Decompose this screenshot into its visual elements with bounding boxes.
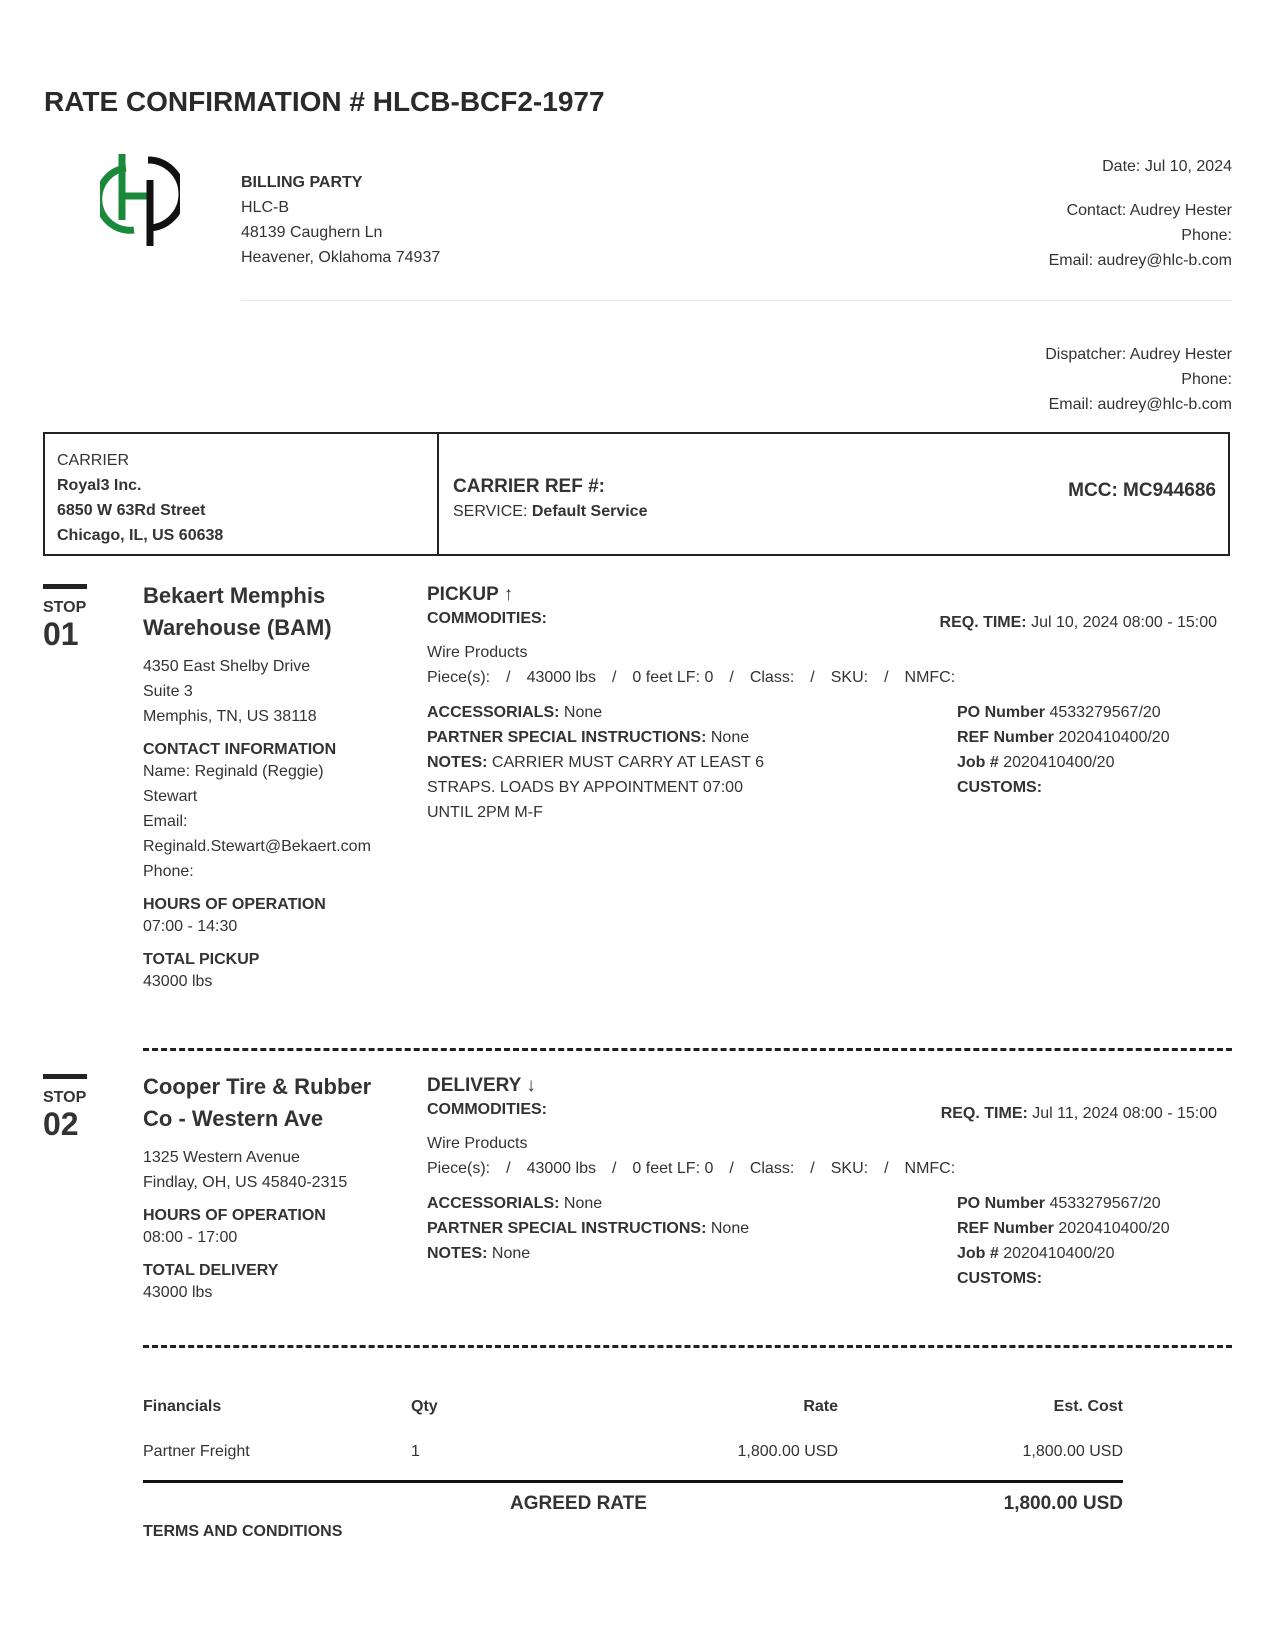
mcc-number: MCC: MC944686	[1068, 480, 1216, 501]
contact-line: Stewart	[143, 788, 198, 805]
stop-bar	[43, 1074, 87, 1079]
req-time-label: REQ. TIME:	[939, 614, 1027, 631]
job-value: 2020410400/20	[1003, 754, 1115, 771]
commodities-row	[427, 610, 1217, 636]
location-name: Bekaert Memphis	[143, 583, 326, 608]
billing-address-1: 48139 Caughern Ln	[241, 224, 383, 241]
job-number	[957, 750, 1170, 775]
address-line: Memphis, TN, US 38118	[143, 708, 317, 725]
req-time-label: REQ. TIME:	[940, 1105, 1028, 1122]
class: Class:	[749, 669, 795, 686]
commodity-name: Wire Products	[427, 644, 528, 661]
commodities-row	[427, 1101, 1217, 1127]
contact-line: Email:	[143, 813, 188, 830]
weight: 43000 lbs	[526, 669, 596, 686]
arrow-up-icon: ↑	[503, 584, 514, 605]
partner-instructions	[427, 725, 807, 750]
stop-instructions	[427, 700, 1217, 825]
stop-instructions	[427, 1191, 1217, 1287]
stop-divider	[143, 1345, 1232, 1348]
hlc-logo-icon	[100, 152, 180, 248]
stop-location	[143, 580, 403, 994]
service-value: Default Service	[531, 503, 648, 520]
billing-name: HLC-B	[241, 199, 290, 216]
financials-header-qty: Qty	[411, 1398, 438, 1415]
ref-label: REF Number	[957, 729, 1054, 746]
weight: 43000 lbs	[526, 1160, 596, 1177]
billing-address-2: Heavener, Oklahoma 74937	[241, 249, 441, 266]
commodity-specs: Piece(s): / 43000 lbs / 0 feet LF: 0 / Class: / SKU: / NMFC:	[427, 669, 956, 686]
location-address	[143, 654, 403, 729]
nmfc: NMFC:	[904, 669, 956, 686]
stop-type-label: PICKUP	[427, 584, 499, 605]
ref-label: REF Number	[957, 1220, 1054, 1237]
stop-details	[427, 1075, 1217, 1287]
financials-header-item: Financials	[143, 1398, 222, 1415]
ref-number	[957, 725, 1170, 750]
arrow-down-icon: ↓	[526, 1075, 536, 1096]
stop-details	[427, 584, 1217, 825]
stop-label: STOP	[43, 1089, 87, 1106]
po-value: 4533279567/20	[1049, 704, 1161, 721]
document-date: Date: Jul 10, 2024	[1102, 158, 1232, 175]
req-time	[940, 610, 1217, 635]
hours-value: 07:00 - 14:30	[143, 918, 238, 935]
agreed-rate-value: 1,800.00 USD	[1003, 1493, 1123, 1514]
carrier-ref-label: CARRIER REF #:	[453, 476, 606, 497]
contact-block	[1049, 198, 1232, 273]
customs-label: CUSTOMS:	[957, 779, 1043, 796]
job-number	[957, 1241, 1170, 1266]
terms-heading: TERMS AND CONDITIONS	[143, 1523, 343, 1540]
divider	[241, 300, 1232, 301]
carrier-label: CARRIER	[57, 452, 130, 469]
sku: SKU:	[830, 669, 869, 686]
notes-line: CARRIER MUST CARRY AT LEAST 6	[491, 754, 764, 771]
commodity-name: Wire Products	[427, 1135, 528, 1152]
po-number	[957, 1191, 1170, 1216]
billing-heading: BILLING PARTY	[241, 174, 363, 191]
address-line: 1325 Western Avenue	[143, 1149, 300, 1166]
dispatcher-name: Dispatcher: Audrey Hester	[1045, 346, 1232, 363]
feet: 0 feet LF: 0	[632, 1160, 714, 1177]
contact-email: Email: audrey@hlc-b.com	[1048, 252, 1232, 269]
notes-line: UNTIL 2PM M-F	[427, 804, 543, 821]
req-time-value: Jul 11, 2024 08:00 - 15:00	[1032, 1105, 1217, 1122]
hours-heading: HOURS OF OPERATION	[143, 896, 326, 913]
location-name: Cooper Tire & Rubber	[143, 1074, 372, 1099]
req-time-value: Jul 10, 2024 08:00 - 15:00	[1031, 614, 1217, 631]
partner-instructions	[427, 1216, 807, 1241]
contact-line: Name: Reginald (Reggie)	[143, 763, 324, 780]
hours-heading: HOURS OF OPERATION	[143, 1207, 326, 1224]
ref-value: 2020410400/20	[1058, 1220, 1170, 1237]
service-line	[453, 499, 647, 524]
stop-type	[427, 584, 1217, 606]
total-heading: TOTAL PICKUP	[143, 951, 260, 968]
financials-rate: 1,800.00 USD	[737, 1443, 838, 1460]
accessorials	[427, 1191, 807, 1216]
financials-header-rate: Rate	[803, 1398, 838, 1415]
financials-header-cost: Est. Cost	[1053, 1398, 1123, 1415]
stop-marker	[43, 1074, 87, 1141]
job-label: Job #	[957, 1245, 999, 1262]
sku: SKU:	[830, 1160, 869, 1177]
accessorials-label: ACCESSORIALS:	[427, 704, 560, 721]
stop-number: 01	[43, 616, 79, 652]
stop-location	[143, 1071, 403, 1305]
notes-label: NOTES:	[427, 754, 488, 771]
dispatcher-email: Email: audrey@hlc-b.com	[1048, 396, 1232, 413]
contact-info	[143, 759, 403, 884]
carrier-box	[43, 432, 1230, 556]
partner-value: None	[710, 729, 750, 746]
service-label: SERVICE:	[453, 503, 528, 520]
agreed-rate-label: AGREED RATE	[510, 1493, 647, 1514]
po-label: PO Number	[957, 1195, 1046, 1212]
location-name: Warehouse (BAM)	[143, 615, 332, 640]
stop-divider	[143, 1048, 1232, 1051]
reference-numbers	[957, 700, 1170, 800]
dispatcher-phone: Phone:	[1181, 371, 1232, 388]
job-value: 2020410400/20	[1003, 1245, 1115, 1262]
location-address	[143, 1145, 403, 1195]
notes-line: STRAPS. LOADS BY APPOINTMENT 07:00	[427, 779, 743, 796]
contact-name: Contact: Audrey Hester	[1066, 202, 1232, 219]
total-divider	[143, 1480, 1123, 1483]
address-line: Suite 3	[143, 683, 193, 700]
class: Class:	[749, 1160, 795, 1177]
po-label: PO Number	[957, 704, 1046, 721]
notes-line: None	[491, 1245, 531, 1262]
ref-value: 2020410400/20	[1058, 729, 1170, 746]
stop-marker	[43, 584, 87, 651]
total-value: 43000 lbs	[143, 1284, 213, 1301]
page-title: RATE CONFIRMATION # HLCB-BCF2-1977	[44, 86, 605, 117]
partner-label: PARTNER SPECIAL INSTRUCTIONS:	[427, 729, 707, 746]
carrier-ref	[453, 474, 647, 524]
billing-party	[241, 170, 440, 270]
dispatcher-block	[1045, 342, 1232, 417]
po-number	[957, 700, 1170, 725]
stop-bar	[43, 584, 87, 589]
hours-value: 08:00 - 17:00	[143, 1229, 238, 1246]
stop-type-label: DELIVERY	[427, 1075, 521, 1096]
nmfc: NMFC:	[904, 1160, 956, 1177]
customs-label: CUSTOMS:	[957, 1270, 1043, 1287]
notes	[427, 1241, 807, 1266]
stop-type	[427, 1075, 1217, 1097]
address-line: Findlay, OH, US 45840-2315	[143, 1174, 348, 1191]
accessorials-value: None	[563, 1195, 603, 1212]
carrier-city: Chicago, IL, US 60638	[57, 527, 224, 544]
carrier-info	[45, 434, 439, 554]
partner-value: None	[710, 1220, 750, 1237]
address-line: 4350 East Shelby Drive	[143, 658, 311, 675]
financials-qty: 1	[411, 1443, 420, 1460]
req-time	[941, 1101, 1217, 1126]
pieces: Piece(s):	[427, 1160, 491, 1177]
commodities-label: COMMODITIES:	[427, 610, 547, 627]
contact-phone: Phone:	[1181, 227, 1232, 244]
financials-item: Partner Freight	[143, 1443, 250, 1460]
notes	[427, 750, 807, 775]
contact-heading: CONTACT INFORMATION	[143, 741, 337, 758]
pieces: Piece(s):	[427, 669, 491, 686]
partner-label: PARTNER SPECIAL INSTRUCTIONS:	[427, 1220, 707, 1237]
accessorials	[427, 700, 807, 725]
accessorials-value: None	[563, 704, 603, 721]
contact-line: Phone:	[143, 863, 194, 880]
job-label: Job #	[957, 754, 999, 771]
contact-line: Reginald.Stewart@Bekaert.com	[143, 838, 371, 855]
location-name: Co - Western Ave	[143, 1106, 324, 1131]
commodities-label: COMMODITIES:	[427, 1101, 547, 1118]
financials-cost: 1,800.00 USD	[1022, 1443, 1123, 1460]
ref-number	[957, 1216, 1170, 1241]
reference-numbers	[957, 1191, 1170, 1291]
commodity-specs: Piece(s): / 43000 lbs / 0 feet LF: 0 / Class: / SKU: / NMFC:	[427, 1160, 956, 1177]
po-value: 4533279567/20	[1049, 1195, 1161, 1212]
notes-label: NOTES:	[427, 1245, 488, 1262]
accessorials-label: ACCESSORIALS:	[427, 1195, 560, 1212]
stop-label: STOP	[43, 599, 87, 616]
total-value: 43000 lbs	[143, 973, 213, 990]
stop-number: 02	[43, 1106, 79, 1142]
carrier-street: 6850 W 63Rd Street	[57, 502, 206, 519]
feet: 0 feet LF: 0	[632, 669, 714, 686]
total-heading: TOTAL DELIVERY	[143, 1262, 279, 1279]
carrier-name: Royal3 Inc.	[57, 477, 142, 494]
